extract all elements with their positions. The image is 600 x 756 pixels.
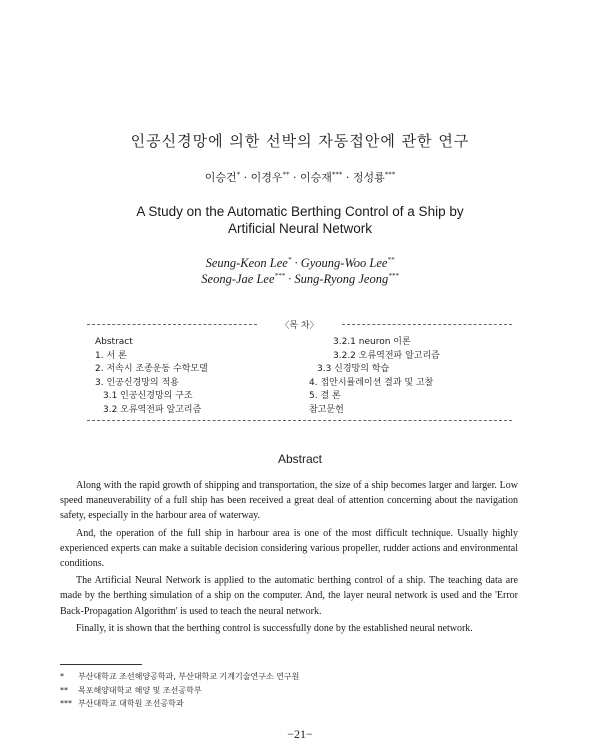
footnote-mark: * [60,672,64,681]
toc-item: 4. 접안시뮬레이션 결과 및 고찰 [309,377,434,388]
footnote-mark: *** [60,699,72,708]
toc-item: 참고문헌 [309,404,344,415]
author-separator: · [240,171,251,184]
english-authors-line-1 [0,255,600,271]
footnote [60,670,520,684]
toc-item: 3.3 신경망의 학습 [317,364,390,374]
author-name: 정성룡 [352,171,385,184]
toc-header [87,318,512,330]
toc-item: 3. 인공신경망의 적용 [95,377,179,388]
toc-item: 3.2.2 오류역전파 알고리즘 [333,350,440,361]
table-of-contents [87,321,512,421]
toc-item: 3.2 오류역전파 알고리즘 [103,404,202,415]
abstract-body [60,478,518,636]
toc-item: 5. 결 론 [309,391,341,401]
english-authors-line-2 [0,271,600,287]
toc-item: 1. 서 론 [95,350,127,361]
footnote-text: 부산대학교 대학원 조선공학과 [78,699,184,708]
affiliation-mark: *** [274,271,285,280]
affiliation-mark: *** [384,170,396,179]
footnote [60,684,520,698]
toc-heading: 〈목 차〉 [257,318,342,331]
footnote-divider [60,664,142,665]
author-separator: · [342,171,353,184]
author-name: 이경우 [250,171,283,184]
toc-right-column [309,336,440,417]
author-name: Seung-Keon Lee [205,256,288,270]
english-title-line-2: Artificial Neural Network [227,221,373,236]
author-name: Gyoung-Woo Lee [300,256,388,270]
abstract-paragraph: Along with the rapid growth of shipping and transportation, the size of a ship becomes larger and larger. Low speed maneuverability of a full ship has been received a great deal of attention concerning about the navigation safety, especially in the harbour area of waterway. [60,480,518,522]
affiliation-mark: ** [282,170,290,179]
author-name: Seong-Jae Lee [201,272,275,286]
toc-item: 3.2.1 neuron 이론 [333,337,411,347]
english-title [0,203,600,237]
english-authors [0,255,600,287]
english-title-line-1: A Study on the Automatic Berthing Control of a Ship by [136,204,464,219]
toc-left-column [95,336,208,417]
affiliation-mark: ** [387,255,395,264]
abstract-paragraph: And, the operation of the full ship in harbour area is one of the most difficult technique. Usually highly experienced experts can make a suitable decision considering various propeller, rudder actions and environmental conditions. [60,527,518,570]
toc-item: 2. 저속시 조종운동 수학모델 [95,364,208,374]
affiliation-mark: *** [331,170,343,179]
footnote [60,697,520,711]
author-name: 이승건 [204,171,237,184]
toc-item: Abstract [95,337,133,347]
page-number: −21− [287,727,313,741]
abstract-heading: Abstract [277,452,322,466]
footnotes [60,670,520,711]
author-name: 이승재 [300,171,332,184]
toc-item: 3.1 인공신경망의 구조 [103,391,193,401]
author-name: Sung-Ryong Jeong [294,272,389,286]
author-separator: · [285,272,295,286]
author-separator: · [291,256,301,270]
abstract-paragraph: The Artificial Neural Network is applied to the automatic berthing control of a ship. The teaching data are made by the berthing simulation of a ship on the computer. And, the layer neural network is used and the 'Error Back-Propagation Algorithm' is used to teach the neural network. [60,575,518,617]
footnote-mark: ** [60,685,68,695]
abstract-paragraph: Finally, it is shown that the berthing control is successfully done by the established neural network. [76,622,473,634]
author-separator: · [289,171,300,184]
korean-authors [0,169,600,185]
footnote-text: 부산대학교 조선해양공학과, 부산대학교 기계기술연구소 연구원 [78,672,300,681]
korean-title: 인공신경망에 의한 선박의 자동접안에 관한 연구 [130,132,470,150]
affiliation-mark: * [236,170,241,179]
affiliation-mark: *** [388,271,399,280]
affiliation-mark: * [287,255,292,264]
footnote-text: 목포해양대학교 해양 및 조선공학부 [78,685,202,695]
